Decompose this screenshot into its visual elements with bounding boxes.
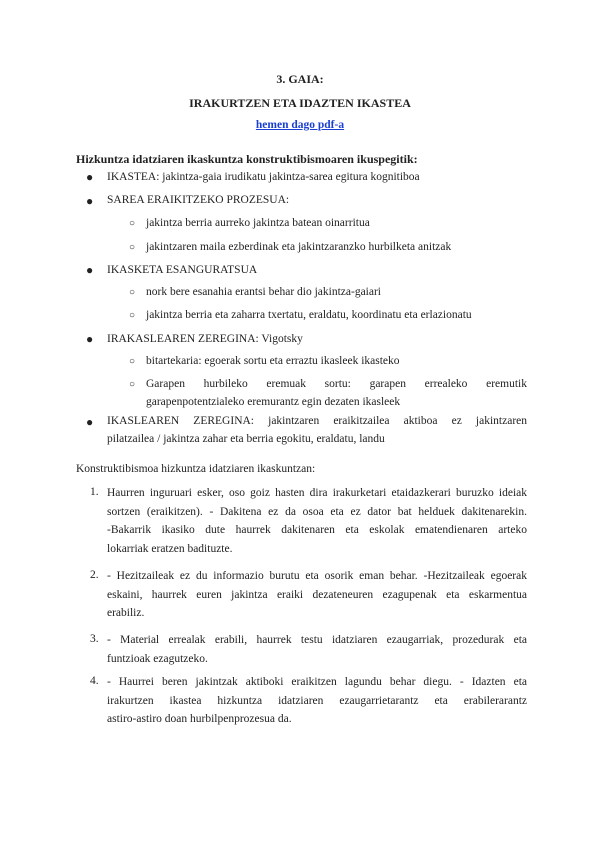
bullet-item: IKASTEA: jakintza-gaia irudikatu jakintza-sarea egitura kognitiboa	[107, 171, 420, 183]
circle-bullet: ○	[129, 379, 136, 390]
circle-bullet: ○	[129, 287, 136, 298]
item-number: 1.	[90, 486, 99, 498]
sub-item: jakintza berria aurreko jakintza batean oinarritua	[146, 217, 370, 229]
numbered-item: - Haurrei beren jakintzak aktiboki eraikitzen lagundu behar diegu. - Idazten eta irakurtzen ikastea hizkuntza idatziaren ezaugarrietarantz eta erabilerarantz astiro-astiro doan hurbilpenprozesua da.	[107, 676, 527, 725]
page-subtitle: IRAKURTZEN ETA IDAZTEN IKASTEA	[189, 96, 411, 110]
bullet-dot: ●	[86, 170, 94, 184]
bullet-item-continued: pilatzailea / jakintza zahar eta berria egokitu, eraldatu, landu	[107, 433, 385, 445]
circle-bullet: ○	[129, 310, 136, 321]
item-number: 3.	[90, 633, 99, 645]
sub-item-justified: Garapen hurbileko eremuak sortu: garapen errealeko eremutik	[146, 378, 527, 390]
pdf-link-row	[0, 117, 600, 133]
section-heading: Hizkuntza idatziaren ikaskuntza konstruktibismoaren ikuspegitik:	[76, 152, 418, 166]
item-number: 2.	[90, 569, 99, 581]
circle-bullet: ○	[129, 242, 136, 253]
bullet-item: IKASKETA ESANGURATSUA	[107, 264, 258, 276]
numbered-item: - Material errealak erabili, haurrek testu idatziaren ezaugarriak, prozedurak eta funtzioak ezagutzeko.	[107, 634, 527, 665]
bullet-item: IRAKASLEAREN ZEREGINA: Vigotsky	[107, 333, 303, 345]
bullet-dot: ●	[86, 415, 94, 429]
item-number: 4.	[90, 675, 99, 687]
sub-item: jakintza berria eta zaharra txertatu, eraldatu, koordinatu eta erlazionatu	[146, 309, 472, 321]
sub-item: nork bere esanahia erantsi behar dio jakintza-gaiari	[146, 286, 381, 298]
bullet-dot: ●	[86, 263, 94, 277]
bullet-item: SAREA ERAIKITZEKO PROZESUA:	[107, 194, 290, 206]
numbered-item: Haurren inguruari esker, oso goiz hasten dira irakurketari etaidazkerari buruzko ideiak sortzen (eraikitzen). - Dakitena ez da osoa eta ez dator bat helduek dakitenarekin. -Bakarrik ikasiko dute haurrek dakitenaren eta eskolak ematendienaren arteko lokarriak eratzen badituzte.	[107, 487, 527, 555]
circle-bullet: ○	[129, 218, 136, 229]
sub-item: bitartekaria: egoerak sortu eta erraztu ikasleek ikasteko	[146, 355, 400, 367]
pdf-link[interactable]: hemen dago pdf-a	[255, 119, 345, 131]
bullet-dot: ●	[86, 194, 94, 208]
sub-item: jakintzaren maila ezberdinak eta jakintzaranzko hurbilketa anitzak	[146, 241, 452, 253]
numbered-item: - Hezitzaileak ez du informazio burutu eta osorik eman behar. -Hezitzaileak egoerak eskaini, haurrek euren jakintza eraiki dezateneuren ezagupenak eta eskarmentua erabiliz.	[107, 570, 527, 619]
bullet-item-justified: IKASLEAREN ZEREGINA: jakintzaren eraikitzailea aktiboa ez jakintzaren	[107, 415, 528, 427]
intro-text: Konstruktibismoa hizkuntza idatziaren ikaskuntzan:	[76, 463, 316, 475]
bullet-dot: ●	[86, 332, 94, 346]
page-title: 3. GAIA:	[276, 72, 324, 86]
circle-bullet: ○	[129, 356, 136, 367]
sub-item-continued: garapenpotentzialeko eremurantz egin dezaten ikasleek	[146, 396, 401, 408]
